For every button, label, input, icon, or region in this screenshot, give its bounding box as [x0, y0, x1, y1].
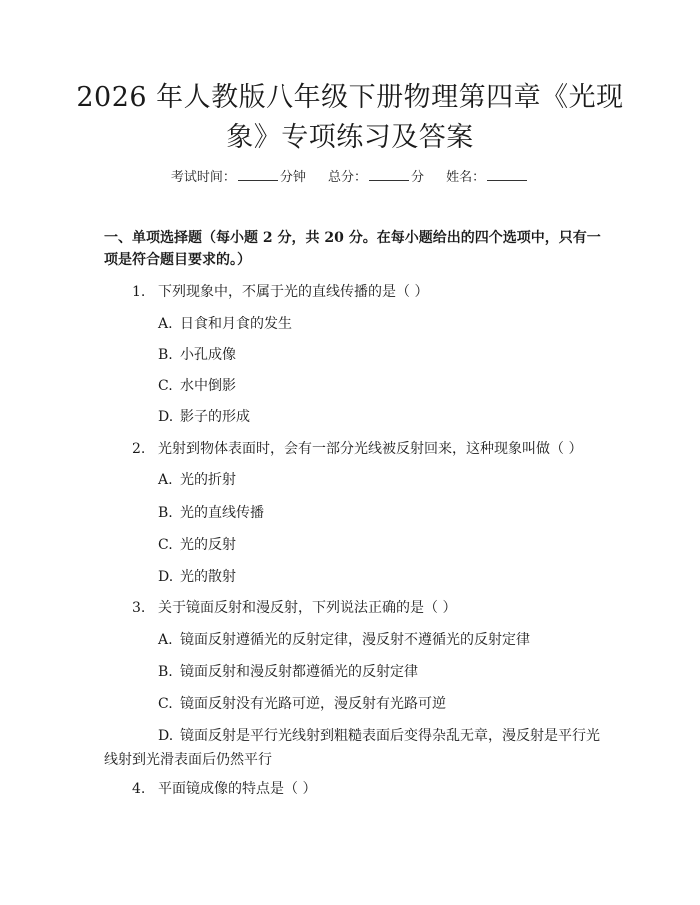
option-text: 镜面反射和漫反射都遵循光的反射定律	[180, 664, 418, 680]
option-text: 影子的形成	[180, 409, 250, 425]
option-text: 光的折射	[180, 472, 236, 488]
option-text: 小孔成像	[180, 347, 236, 363]
option-line-1	[104, 724, 600, 748]
option-text: 光的直线传播	[180, 505, 264, 521]
q2-option-a	[158, 469, 598, 491]
q1-option-d	[158, 406, 598, 428]
option-letter: C.	[158, 378, 173, 394]
score-label: 总分：	[327, 170, 367, 185]
option-letter: D.	[158, 728, 174, 744]
option-text: 光的散射	[180, 569, 236, 585]
option-letter: A.	[158, 316, 173, 332]
option-text: 光的反射	[180, 537, 236, 553]
title-line-1: 2026 年人教版八年级下册物理第四章《光现	[76, 82, 624, 113]
score-blank	[369, 168, 409, 181]
option-text: 水中倒影	[180, 378, 236, 394]
option-letter: D.	[158, 409, 174, 425]
option-text-line-2: 线射到光滑表面后仍然平行	[104, 752, 272, 768]
option-letter: A.	[158, 632, 173, 648]
question-stem: 关于镜面反射和漫反射，下列说法正确的是（ ）	[158, 600, 457, 616]
score-unit: 分	[411, 170, 425, 185]
q2-option-d	[158, 566, 598, 588]
option-text-line-1: 镜面反射是平行光线射到粗糙表面后变得杂乱无章，漫反射是平行光	[180, 728, 600, 744]
option-letter: D.	[158, 569, 174, 585]
question-4	[132, 778, 602, 800]
time-label: 考试时间：	[170, 170, 236, 185]
question-stem: 光射到物体表面时，会有一部分光线被反射回来，这种现象叫做（ ）	[158, 441, 583, 457]
question-number: 2.	[132, 441, 146, 457]
option-letter: B.	[158, 347, 173, 363]
option-text: 镜面反射没有光路可逆，漫反射有光路可逆	[180, 696, 446, 712]
option-letter: A.	[158, 472, 173, 488]
name-blank	[487, 168, 527, 181]
time-unit: 分钟	[279, 170, 306, 185]
q1-option-b	[158, 344, 598, 366]
q2-option-c	[158, 534, 598, 556]
q3-option-d	[104, 724, 600, 772]
question-number: 4.	[132, 781, 146, 797]
q2-option-b	[158, 502, 598, 524]
q1-option-c	[158, 375, 598, 397]
document-title	[60, 78, 640, 158]
q3-option-b	[158, 661, 598, 683]
question-stem: 平面镜成像的特点是（ ）	[158, 781, 317, 797]
option-letter: B.	[158, 505, 173, 521]
question-2	[132, 438, 602, 460]
exam-score	[328, 168, 424, 188]
section-heading: 一、单项选择题（每小题 2 分，共 20 分。在每小题给出的四个选项中，只有一项是符合题目要求的。）	[104, 230, 601, 268]
option-letter: C.	[158, 537, 173, 553]
question-stem: 下列现象中，不属于光的直线传播的是（ ）	[158, 284, 429, 300]
question-number: 3.	[132, 600, 146, 616]
exam-time	[171, 168, 306, 188]
time-blank	[238, 168, 278, 181]
title-line-2: 象》专项练习及答案	[226, 122, 474, 153]
option-letter: C.	[158, 696, 173, 712]
q1-option-a	[158, 313, 598, 335]
option-text: 镜面反射遵循光的反射定律，漫反射不遵循光的反射定律	[180, 632, 530, 648]
question-3	[132, 597, 602, 619]
option-text: 日食和月食的发生	[180, 316, 292, 332]
exam-meta	[0, 168, 700, 188]
exam-name	[446, 168, 529, 188]
question-1	[132, 281, 602, 303]
option-letter: B.	[158, 664, 173, 680]
question-number: 1.	[132, 284, 146, 300]
q3-option-c	[158, 693, 598, 715]
q3-option-a	[158, 629, 598, 651]
name-label: 姓名：	[446, 170, 486, 185]
